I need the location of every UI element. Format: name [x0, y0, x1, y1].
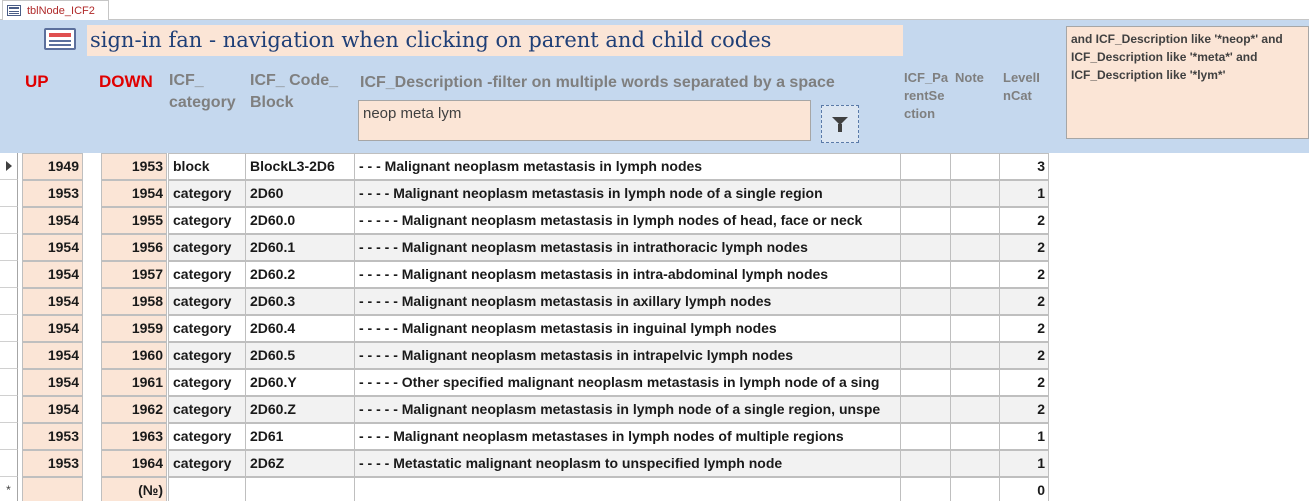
- note-cell[interactable]: [950, 342, 1000, 369]
- table-row[interactable]: [0, 369, 1309, 396]
- down-cell[interactable]: 1961: [101, 369, 167, 396]
- category-cell[interactable]: block: [168, 153, 246, 180]
- code-block-cell[interactable]: 2D60.Z: [245, 396, 355, 423]
- record-selector[interactable]: [0, 261, 18, 288]
- up-cell[interactable]: 1954: [22, 396, 83, 423]
- parent-section-column-label: ICF_Pa rentSe ction: [904, 70, 949, 121]
- parent-section-cell[interactable]: [900, 153, 951, 180]
- tab-label: tblNode_ICF2: [27, 4, 95, 17]
- level-cell[interactable]: 2: [999, 234, 1049, 261]
- down-cell[interactable]: 1959: [101, 315, 167, 342]
- down-cell[interactable]: (№): [101, 477, 167, 501]
- table-row[interactable]: [0, 207, 1309, 234]
- table-row[interactable]: [0, 396, 1309, 423]
- funnel-icon: [832, 117, 848, 125]
- note-cell[interactable]: [950, 153, 1000, 180]
- datasheet: [0, 153, 1309, 501]
- record-selector[interactable]: [0, 153, 18, 180]
- record-selector[interactable]: [0, 180, 18, 207]
- level-cell[interactable]: 2: [999, 396, 1049, 423]
- parent-section-cell[interactable]: [900, 180, 951, 207]
- down-cell[interactable]: 1963: [101, 423, 167, 450]
- code-block-cell[interactable]: 2D61: [245, 423, 355, 450]
- category-cell[interactable]: category: [168, 207, 246, 234]
- code-block-column-label: ICF_ Code_ Block: [250, 72, 339, 111]
- up-cell[interactable]: 1954: [22, 261, 83, 288]
- up-cell[interactable]: 1954: [22, 315, 83, 342]
- category-cell[interactable]: category: [168, 234, 246, 261]
- note-cell[interactable]: [950, 450, 1000, 477]
- note-cell[interactable]: [950, 423, 1000, 450]
- level-cell[interactable]: 2: [999, 207, 1049, 234]
- level-cell[interactable]: 2: [999, 342, 1049, 369]
- description-cell[interactable]: - - - - Malignant neoplasm metastasis in lymph node of a single region: [354, 180, 901, 207]
- current-record-arrow-icon: [6, 161, 12, 171]
- down-cell[interactable]: 1954: [101, 180, 167, 207]
- table-row[interactable]: [0, 234, 1309, 261]
- code-block-cell[interactable]: 2D60.0: [245, 207, 355, 234]
- record-selector[interactable]: [0, 396, 18, 423]
- record-selector[interactable]: *: [0, 477, 18, 501]
- description-cell[interactable]: [354, 477, 901, 501]
- up-label: UP: [25, 72, 49, 91]
- level-cell[interactable]: 3: [999, 153, 1049, 180]
- description-cell[interactable]: - - - - - Other specified malignant neoplasm metastasis in lymph node of a sing: [354, 369, 901, 396]
- down-cell[interactable]: 1958: [101, 288, 167, 315]
- level-column-label: LevelI nCat: [1003, 70, 1040, 103]
- up-cell[interactable]: 1953: [22, 423, 83, 450]
- level-cell[interactable]: 0: [999, 477, 1049, 501]
- record-selector[interactable]: [0, 288, 18, 315]
- record-selector[interactable]: [0, 342, 18, 369]
- form-icon: [44, 28, 76, 50]
- up-cell[interactable]: 1954: [22, 234, 83, 261]
- description-cell[interactable]: - - - - Metastatic malignant neoplasm to unspecified lymph node: [354, 450, 901, 477]
- category-cell[interactable]: [168, 477, 246, 501]
- table-row[interactable]: [0, 423, 1309, 450]
- category-cell[interactable]: category: [168, 288, 246, 315]
- category-cell[interactable]: category: [168, 315, 246, 342]
- table-row[interactable]: [0, 180, 1309, 207]
- up-cell[interactable]: 1953: [22, 180, 83, 207]
- description-cell[interactable]: - - - - - Malignant neoplasm metastasis in lymph nodes of head, face or neck: [354, 207, 901, 234]
- down-cell[interactable]: 1962: [101, 396, 167, 423]
- down-label: DOWN: [99, 72, 153, 91]
- description-cell[interactable]: - - - - - Malignant neoplasm metastasis in intrapelvic lymph nodes: [354, 342, 901, 369]
- parent-section-cell[interactable]: [900, 477, 951, 501]
- category-cell[interactable]: category: [168, 423, 246, 450]
- description-filter-input[interactable]: neop meta lym: [358, 100, 811, 141]
- parent-section-cell[interactable]: [900, 315, 951, 342]
- new-record-row[interactable]: [0, 477, 1309, 501]
- description-cell[interactable]: - - - - - Malignant neoplasm metastasis in lymph node of a single region, unspe: [354, 396, 901, 423]
- record-selector[interactable]: [0, 315, 18, 342]
- parent-section-cell[interactable]: [900, 234, 951, 261]
- category-cell[interactable]: category: [168, 180, 246, 207]
- up-cell[interactable]: 1954: [22, 342, 83, 369]
- code-block-cell[interactable]: 2D60: [245, 180, 355, 207]
- description-cell[interactable]: - - - - Malignant neoplasm metastases in lymph nodes of multiple regions: [354, 423, 901, 450]
- table-row[interactable]: [0, 288, 1309, 315]
- category-cell[interactable]: category: [168, 261, 246, 288]
- description-cell[interactable]: - - - Malignant neoplasm metastasis in lymph nodes: [354, 153, 901, 180]
- down-cell[interactable]: 1960: [101, 342, 167, 369]
- record-selector[interactable]: [0, 450, 18, 477]
- code-block-cell[interactable]: 2D60.4: [245, 315, 355, 342]
- tab-strip: [0, 0, 1309, 20]
- note-cell[interactable]: [950, 234, 1000, 261]
- category-cell[interactable]: category: [168, 342, 246, 369]
- up-cell[interactable]: 1953: [22, 450, 83, 477]
- level-cell[interactable]: 1: [999, 450, 1049, 477]
- record-selector[interactable]: [0, 423, 18, 450]
- code-block-cell[interactable]: 2D60.5: [245, 342, 355, 369]
- record-selector[interactable]: [0, 207, 18, 234]
- level-cell[interactable]: 2: [999, 315, 1049, 342]
- up-cell[interactable]: 1954: [22, 288, 83, 315]
- parent-section-cell[interactable]: [900, 423, 951, 450]
- level-cell[interactable]: 1: [999, 180, 1049, 207]
- category-cell[interactable]: category: [168, 396, 246, 423]
- description-cell[interactable]: - - - - - Malignant neoplasm metastasis in intra-abdominal lymph nodes: [354, 261, 901, 288]
- category-cell[interactable]: category: [168, 450, 246, 477]
- code-block-cell[interactable]: [245, 477, 355, 501]
- down-cell[interactable]: 1956: [101, 234, 167, 261]
- up-cell[interactable]: 1954: [22, 369, 83, 396]
- up-cell[interactable]: [22, 477, 83, 501]
- table-row[interactable]: [0, 450, 1309, 477]
- down-cell[interactable]: 1953: [101, 153, 167, 180]
- code-block-cell[interactable]: BlockL3-2D6: [245, 153, 355, 180]
- note-column-label: Note: [955, 70, 984, 85]
- down-cell[interactable]: 1964: [101, 450, 167, 477]
- parent-section-cell[interactable]: [900, 288, 951, 315]
- filter-sql-text[interactable]: and ICF_Description like '*neop*' and ICF_Description like '*meta*' and ICF_Description like '*lym*': [1066, 26, 1309, 139]
- description-cell[interactable]: - - - - - Malignant neoplasm metastasis in inguinal lymph nodes: [354, 315, 901, 342]
- category-column-label: ICF_ category: [169, 72, 236, 111]
- record-selector[interactable]: [0, 234, 18, 261]
- table-row[interactable]: [0, 342, 1309, 369]
- category-cell[interactable]: category: [168, 369, 246, 396]
- code-block-cell[interactable]: 2D60.2: [245, 261, 355, 288]
- description-cell[interactable]: - - - - - Malignant neoplasm metastasis in axillary lymph nodes: [354, 288, 901, 315]
- level-cell[interactable]: 2: [999, 288, 1049, 315]
- note-cell[interactable]: [950, 369, 1000, 396]
- table-row[interactable]: [0, 153, 1309, 180]
- parent-section-cell[interactable]: [900, 342, 951, 369]
- parent-section-cell[interactable]: [900, 396, 951, 423]
- code-block-cell[interactable]: 2D60.1: [245, 234, 355, 261]
- form-header: [0, 20, 1309, 153]
- note-cell[interactable]: [950, 207, 1000, 234]
- tab-tblnode-icf2[interactable]: [2, 0, 109, 20]
- note-cell[interactable]: [950, 261, 1000, 288]
- note-cell[interactable]: [950, 477, 1000, 501]
- description-cell[interactable]: - - - - - Malignant neoplasm metastasis in intrathoracic lymph nodes: [354, 234, 901, 261]
- level-cell[interactable]: 2: [999, 369, 1049, 396]
- up-cell[interactable]: 1949: [22, 153, 83, 180]
- form-icon: [7, 5, 21, 16]
- form-title: sign-in fan - navigation when clicking on parent and child codes: [87, 25, 903, 56]
- down-cell[interactable]: 1955: [101, 207, 167, 234]
- code-block-cell[interactable]: 2D6Z: [245, 450, 355, 477]
- note-cell[interactable]: [950, 396, 1000, 423]
- table-row[interactable]: [0, 261, 1309, 288]
- record-selector[interactable]: [0, 369, 18, 396]
- code-block-cell[interactable]: 2D60.Y: [245, 369, 355, 396]
- table-row[interactable]: [0, 315, 1309, 342]
- apply-filter-button[interactable]: [821, 105, 859, 143]
- level-cell[interactable]: 1: [999, 423, 1049, 450]
- code-block-cell[interactable]: 2D60.3: [245, 288, 355, 315]
- note-cell[interactable]: [950, 315, 1000, 342]
- parent-section-cell[interactable]: [900, 450, 951, 477]
- description-column-label: ICF_Description -filter on multiple words separated by a space: [360, 74, 835, 91]
- parent-section-cell[interactable]: [900, 369, 951, 396]
- parent-section-cell[interactable]: [900, 261, 951, 288]
- down-cell[interactable]: 1957: [101, 261, 167, 288]
- parent-section-cell[interactable]: [900, 207, 951, 234]
- up-cell[interactable]: 1954: [22, 207, 83, 234]
- note-cell[interactable]: [950, 288, 1000, 315]
- note-cell[interactable]: [950, 180, 1000, 207]
- level-cell[interactable]: 2: [999, 261, 1049, 288]
